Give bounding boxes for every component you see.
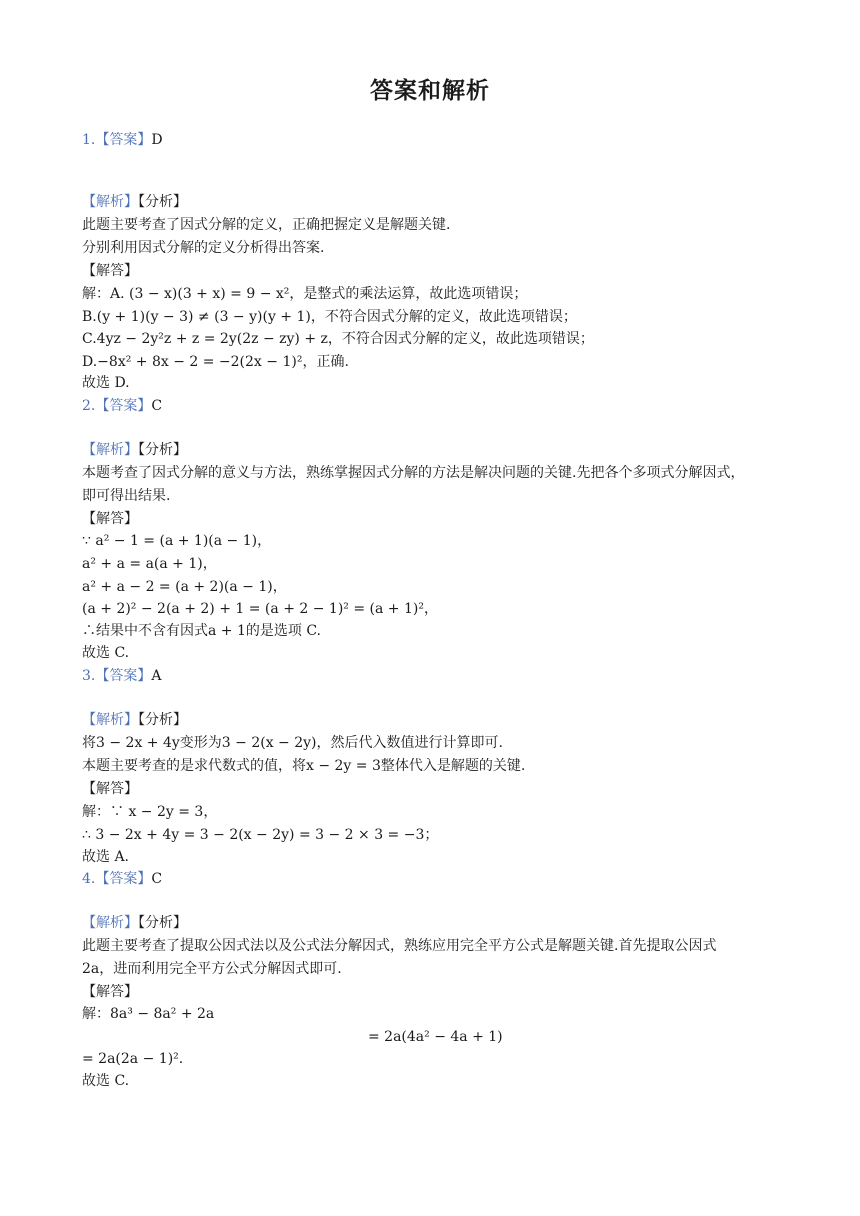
answer-line-2 [82, 397, 162, 415]
answer-tag: 【答案】 [95, 871, 152, 887]
solution-header: 【解答】 [82, 263, 138, 279]
fenxi-tag: 【分析】 [138, 194, 187, 210]
solution-line: a² + a = a(a + 1)， [82, 556, 217, 572]
analysis-text: 此题主要考查了因式分解的定义，正确把握定义是解题关键. [82, 217, 451, 233]
analysis-text: 分别利用因式分解的定义分析得出答案. [82, 240, 325, 256]
solution-line: a² + a − 2 = (a + 2)(a − 1)， [82, 579, 287, 595]
solution-line: 故选 C. [82, 1073, 130, 1089]
solution-line: ∵ a² − 1 = (a + 1)(a − 1)， [82, 533, 272, 549]
solution-line: 故选 D. [82, 375, 130, 391]
analysis-text: 本题主要考查的是求代数式的值，将x − 2y = 3整体代入是解题的关键. [82, 758, 526, 774]
solution-line: = 2a(2a − 1)². [82, 1051, 184, 1067]
analysis-header-1 [82, 193, 187, 211]
answer-tag: 【答案】 [95, 398, 152, 414]
solution-header: 【解答】 [82, 781, 138, 797]
jiexi-tag: 【解析】 [82, 712, 138, 728]
solution-header: 【解答】 [82, 511, 138, 527]
solution-line: ∴结果中不含有因式a + 1的是选项 C. [82, 623, 321, 639]
solution-line: 故选 C. [82, 645, 130, 661]
analysis-text: 此题主要考查了提取公因式法以及公式法分解因式，熟练应用完全平方公式是解题关键.首先提取公因式 [82, 938, 717, 954]
answer-tag: 【答案】 [95, 668, 152, 684]
analysis-header-3 [82, 711, 187, 729]
answer-line-1 [82, 131, 163, 149]
jiexi-tag: 【解析】 [82, 442, 138, 458]
solution-line: 解：∵ x − 2y = 3， [82, 804, 218, 820]
analysis-text: 2a，进而利用完全平方公式分解因式即可. [82, 961, 342, 977]
solution-line: 故选 A. [82, 849, 130, 865]
answer-line-4 [82, 870, 162, 888]
answer-value: A [151, 668, 162, 684]
solution-line: (a + 2)² − 2(a + 2) + 1 = (a + 2 − 1)² = (a + 1)²， [82, 601, 438, 617]
question-number: 4. [82, 871, 96, 887]
page-title: 答案和解析 [370, 78, 490, 104]
solution-line: C.4yz − 2y²z + z = 2y(2z − zy) + z，不符合因式分解的定义，故此选项错误； [82, 331, 594, 347]
answer-value: C [151, 871, 163, 887]
analysis-header-4 [82, 914, 187, 932]
answer-value: D [151, 132, 163, 148]
solution-line: B.(y + 1)(y − 3) ≠ (3 − y)(y + 1)，不符合因式分解的定义，故此选项错误； [82, 309, 577, 325]
jiexi-tag: 【解析】 [82, 915, 138, 931]
question-number: 1. [82, 132, 96, 148]
analysis-text: 即可得出结果. [82, 488, 171, 504]
solution-line-centered: = 2a(4a² − 4a + 1) [368, 1029, 503, 1045]
fenxi-tag: 【分析】 [138, 442, 187, 458]
analysis-text: 本题考查了因式分解的意义与方法，熟练掌握因式分解的方法是解决问题的关键.先把各个多项式分解因式， [82, 465, 745, 481]
solution-line: ∴ 3 − 2x + 4y = 3 − 2(x − 2y) = 3 − 2 × 3 = −3； [82, 827, 439, 843]
jiexi-tag: 【解析】 [82, 194, 138, 210]
solution-line: 解：8a³ − 8a² + 2a [82, 1006, 215, 1022]
solution-line: D.−8x² + 8x − 2 = −2(2x − 1)²，正确. [82, 354, 349, 370]
fenxi-tag: 【分析】 [138, 915, 187, 931]
question-number: 3. [82, 668, 96, 684]
solution-line: 解：A. (3 − x)(3 + x) = 9 − x²，是整式的乘法运算，故此选项错误； [82, 286, 528, 302]
analysis-text: 将3 − 2x + 4y变形为3 − 2(x − 2y)，然后代入数值进行计算即可. [82, 735, 503, 751]
answer-tag: 【答案】 [95, 132, 152, 148]
answer-line-3 [82, 667, 161, 685]
analysis-header-2 [82, 441, 187, 459]
question-number: 2. [82, 398, 96, 414]
fenxi-tag: 【分析】 [138, 712, 187, 728]
solution-header: 【解答】 [82, 984, 138, 1000]
answer-value: C [151, 398, 163, 414]
